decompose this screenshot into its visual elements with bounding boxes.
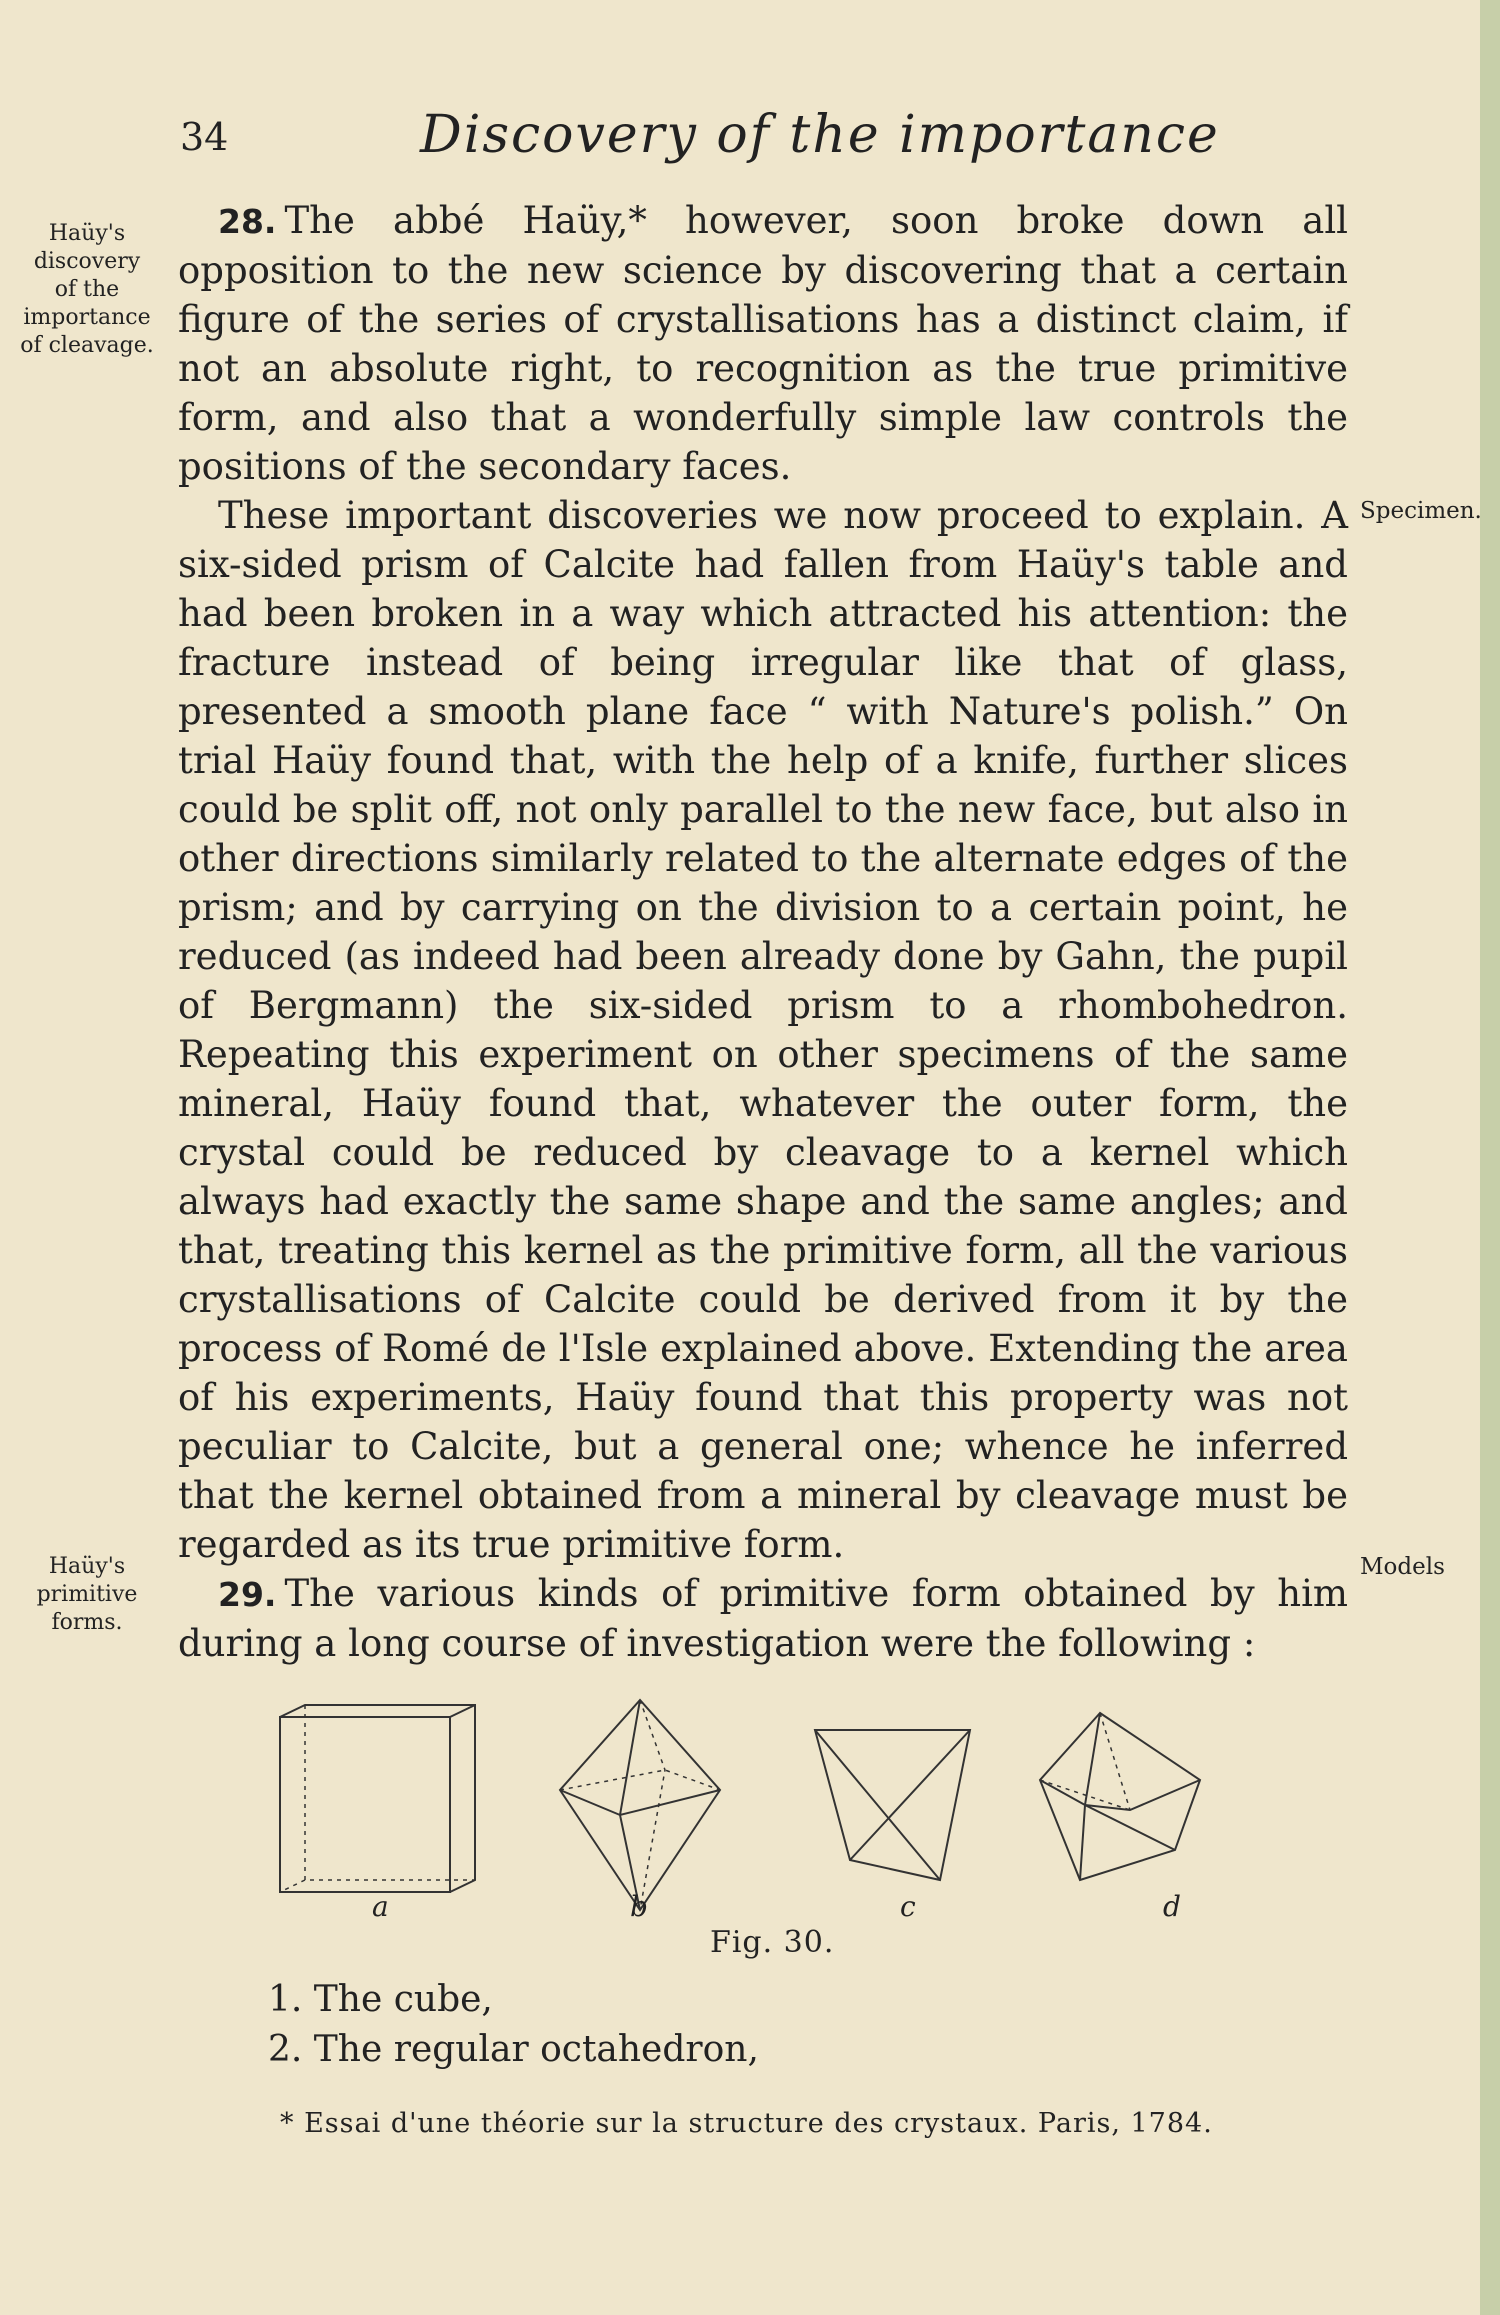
paragraph-discoveries	[178, 491, 1348, 1569]
figure-a-cube	[280, 1705, 475, 1892]
paragraph-29	[178, 1569, 1348, 1668]
page-number: 34	[180, 115, 229, 159]
figure-c-tetrahedron	[815, 1730, 970, 1880]
paragraph-text: The various kinds of primitive form obtained by him during a long course of investigation were the following :	[178, 1572, 1348, 1665]
paragraph-28	[178, 196, 1348, 491]
paragraph-text: These important discoveries we now proceed to explain. A six-sided prism of Calcite had fallen from Haüy's table and had been broken in a way which attracted his attention: the fracture instead of being irregular like that of glass, presented a smooth plane face “ with Nature's polish.” On trial Haüy found that, with the help of a knife, further slices could be split off, not only parallel to the new face, but also in other directions similarly related to the alternate edges of the prism; and by carrying on the division to a certain point, he reduced (as indeed had been already done by Gahn, the pupil of Bergmann) the six-sided prism to a rhombohedron. Repeating this experiment on other specimens of the same mineral, Haüy found that, whatever the outer form, the crystal could be reduced by cleavage to a kernel which always had exactly the same shape and the same angles; and that, treating this kernel as the primitive form, all the various crystallisations of Calcite could be derived from it by the process of Romé de l'Isle explained above. Extending the area of his experiments, Haüy found that this property was not peculiar to Calcite, but a general one; whence he inferred that the kernel obtained from a mineral by cleavage must be regarded as its true primitive form.	[178, 494, 1348, 1566]
figure-caption: Fig. 30.	[710, 1925, 835, 1960]
list-item: 1. The cube,	[268, 1979, 493, 2020]
running-header	[170, 105, 1350, 185]
paragraph-number: 29.	[218, 1575, 277, 1614]
margin-note-primitive-forms: Haüy's primitive forms.	[36, 1554, 138, 1635]
figure-b-octahedron	[560, 1700, 720, 1910]
paragraph-text: The abbé Haüy,* however, soon broke down all opposition to the new science by discovering that a certain figure of the series of crystallisations has a distinct claim, if not an absolute right, to recognition as the true primitive form, and also that a wonderfully simple law controls the positions of the secondary faces.	[178, 199, 1348, 488]
running-title: Discovery of the importance	[420, 105, 1220, 165]
figure-label-b: b	[630, 1890, 648, 1923]
figure-label-c: c	[900, 1890, 916, 1923]
margin-note-models: Models	[1360, 1554, 1445, 1580]
figure-label-d: d	[1163, 1890, 1181, 1923]
body-text	[178, 196, 1348, 1668]
margin-note-cleavage: Haüy's discovery of the importance of cleavage.	[20, 221, 154, 358]
list-item: 2. The regular octahedron,	[268, 2029, 759, 2070]
footnote: * Essai d'une théorie sur la structure des crystaux. Paris, 1784.	[280, 2108, 1213, 2139]
page-edge	[1480, 0, 1500, 2315]
primitive-forms-list	[268, 1975, 759, 2075]
figure-d-rhombic-dodecahedron	[1040, 1713, 1200, 1880]
paragraph-number: 28.	[218, 202, 277, 241]
figure-label-a: a	[372, 1890, 389, 1923]
margin-note-specimen: Specimen.	[1360, 498, 1482, 524]
